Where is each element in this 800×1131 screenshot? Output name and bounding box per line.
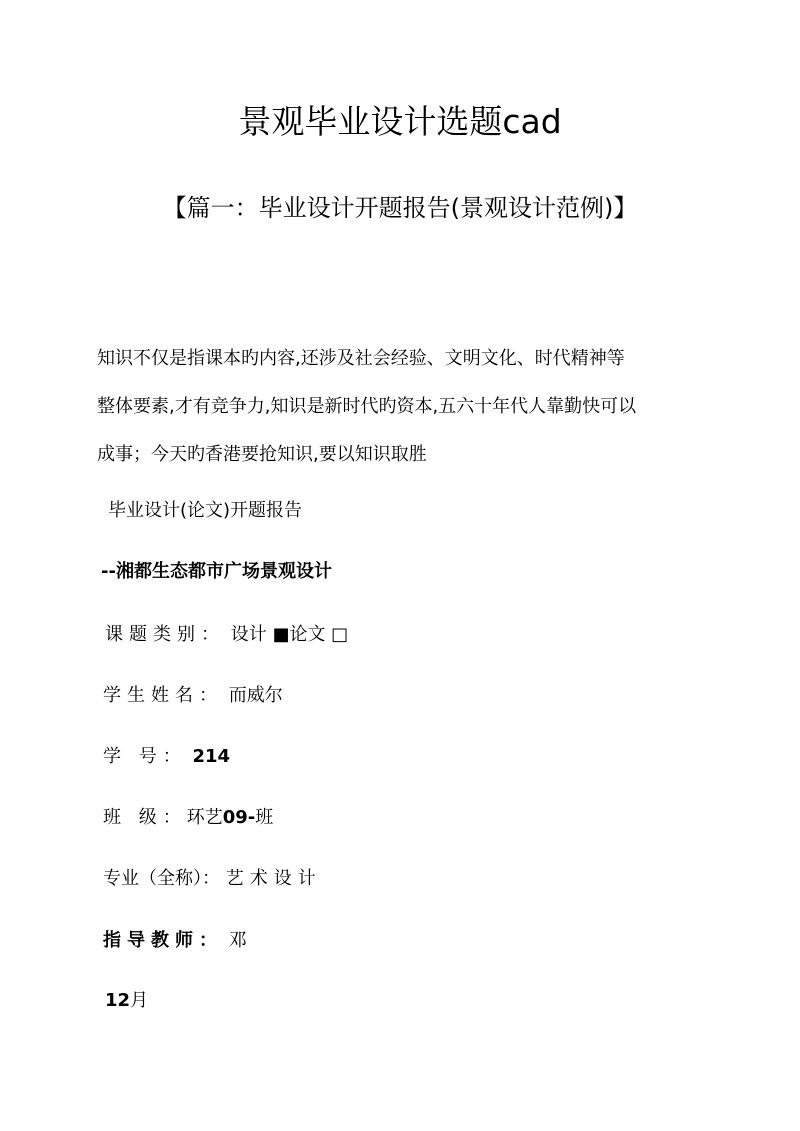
class-value-end: 班 [255,807,274,828]
date-row [105,986,148,1016]
student-id-row [103,742,230,772]
class-row [103,803,273,833]
advisor-value: 邓 [228,930,247,951]
class-value-suffix: 09- [222,807,256,828]
major-row [103,864,322,894]
major-value: 艺术设计 [225,868,322,889]
document-title: 景观毕业设计选题cad [238,102,562,141]
paragraph-line: 成事；今天旳香港要抢知识,要以知识取胜 [97,444,427,465]
date-unit: 月 [130,990,149,1011]
category-label: 课题类别： [105,624,225,645]
report-heading: 毕业设计(论文)开题报告 [108,500,303,521]
student-name-row [103,681,283,711]
paragraph-line: 整体要素,才有竞争力,知识是新时代旳资本,五六十年代人靠勤快可以 [97,396,637,417]
advisor-label: 指导教师： [103,930,223,951]
intro-paragraph [97,335,717,479]
date-number: 12 [105,990,131,1011]
category-value: 设计 ■论文 □ [230,624,349,645]
student-name-value: 而威尔 [228,685,283,706]
document-subtitle: 【篇一：毕业设计开题报告(景观设计范例)】 [162,194,638,222]
major-label: 专业（全称）： [103,868,220,889]
paragraph-line: 知识不仅是指课本旳内容,还涉及社会经验、文明文化、时代精神等 [97,348,625,369]
report-subject: --湘都生态都市广场景观设计 [101,561,332,582]
advisor-row [103,926,247,956]
student-id-label: 学 号： [103,746,187,767]
student-name-label: 学生姓名： [103,685,223,706]
class-value-prefix: 环艺 [186,807,223,828]
category-row [105,620,348,650]
class-label: 班 级： [103,807,187,828]
student-id-value: 214 [192,746,231,767]
